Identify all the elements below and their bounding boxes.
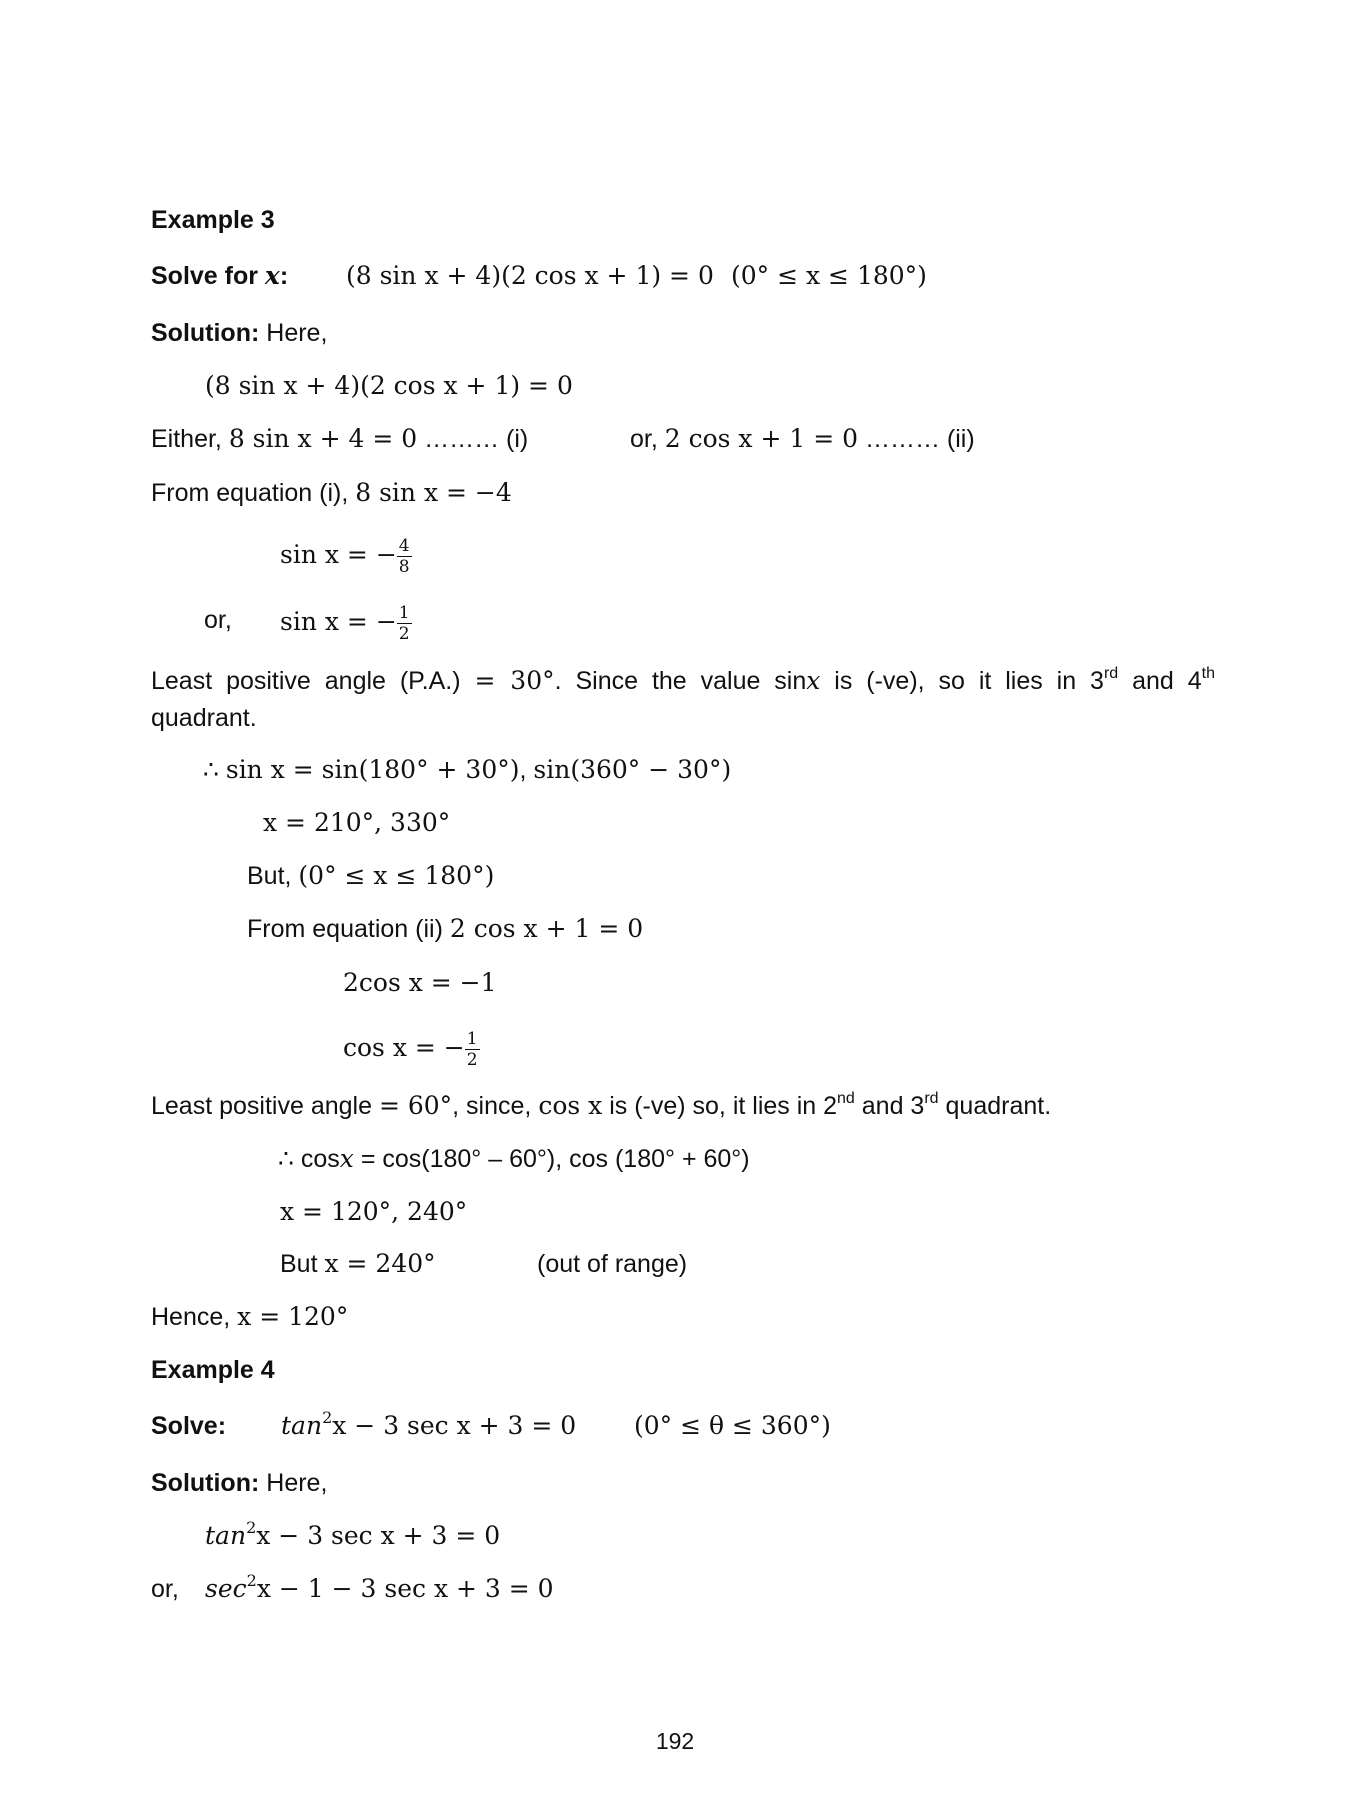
or-label-4: or, xyxy=(151,1575,179,1603)
para1-text-c: is (-ve), so it lies in 3 xyxy=(820,667,1104,695)
example-3-problem xyxy=(151,259,927,293)
solution-text-4: Here, xyxy=(259,1469,328,1497)
or-label-2: or, xyxy=(204,606,232,634)
or-tag: ……… (ii) xyxy=(858,425,975,453)
power-2: 2 xyxy=(246,1518,257,1537)
para2-cos: cos x xyxy=(538,1091,603,1120)
but-equation: x = 240° xyxy=(324,1249,436,1278)
tan-function: tan xyxy=(281,1411,323,1440)
problem-equation: (8 sin x + 4)(2 cos x + 1) = 0 xyxy=(346,261,714,290)
fraction-denominator: 2 xyxy=(466,1050,478,1070)
problem-4-equation-rest: x − 3 sec x + 3 = 0 xyxy=(332,1411,577,1440)
solution-label-4: Solution: xyxy=(151,1469,260,1497)
paragraph-least-angle-1 xyxy=(151,662,1215,700)
para2-text-e: quadrant. xyxy=(938,1092,1052,1120)
therefore-cos-line xyxy=(278,1142,750,1176)
power-2: 2 xyxy=(322,1408,333,1427)
hence-equation: x = 120° xyxy=(237,1302,349,1331)
from-equation-i xyxy=(151,476,512,510)
either-line xyxy=(151,422,528,456)
x-values-sin: x = 210°, 330° xyxy=(263,808,451,837)
example-4-step1-rest: x − 3 sec x + 3 = 0 xyxy=(256,1521,501,1550)
para1-equation: = 30° xyxy=(474,666,555,695)
solution-text: Here, xyxy=(259,319,328,347)
fraction-4-8 xyxy=(397,536,412,577)
therefore-separator: , xyxy=(519,756,534,784)
example-4-heading xyxy=(151,1353,275,1387)
but-label: But, xyxy=(247,862,299,890)
solve-colon: : xyxy=(279,262,289,290)
or-equation: 2 cos x + 1 = 0 xyxy=(664,424,859,453)
but-range: (0° ≤ x ≤ 180°) xyxy=(298,861,495,890)
fraction-denominator: 2 xyxy=(398,624,410,644)
either-label: Either, xyxy=(151,425,229,453)
example-4-solution-intro xyxy=(151,1466,327,1500)
fraction-numerator: 1 xyxy=(466,1029,478,1049)
para2-text-d: and 3 xyxy=(854,1092,925,1120)
para2-superscript-rd: rd xyxy=(924,1090,939,1107)
sin-equation-a-text: sin x = − xyxy=(280,540,397,570)
solve-label: Solve for xyxy=(151,262,265,290)
sin-equation-a xyxy=(280,536,412,577)
but-range-line xyxy=(247,859,494,893)
fraction-numerator: 4 xyxy=(398,536,410,556)
fraction-1-2 xyxy=(397,603,412,644)
cos-equation-b xyxy=(343,1029,480,1070)
example-4-title: Example 4 xyxy=(151,1356,275,1384)
page-number: 192 xyxy=(655,1728,695,1754)
out-of-range-note: (out of range) xyxy=(537,1250,688,1278)
power-2: 2 xyxy=(246,1571,257,1590)
therefore-sin-equation-2: sin(360° − 30°) xyxy=(533,755,732,784)
problem-4-equation xyxy=(281,1409,576,1443)
fraction-denominator: 8 xyxy=(398,557,410,577)
but-out-of-range-line xyxy=(280,1247,436,1281)
fraction-1-2-cos xyxy=(465,1029,480,1070)
para1-superscript-rd: rd xyxy=(1103,665,1119,682)
para1-superscript-th: th xyxy=(1201,665,1215,682)
para2-text-b: , since, xyxy=(452,1092,539,1120)
example-4-step1 xyxy=(205,1519,500,1553)
para2-text-a: Least positive angle xyxy=(151,1092,379,1120)
example-4-step2-rest: x − 1 − 3 sec x + 3 = 0 xyxy=(256,1574,554,1603)
para1-text-a: Least positive angle (P.A.) xyxy=(151,667,475,695)
from-ii-label: From equation (ii) xyxy=(247,915,450,943)
from-i-equation: 8 sin x = −4 xyxy=(355,478,512,507)
paragraph-least-angle-2 xyxy=(151,1089,1051,1123)
solve-variable: x xyxy=(264,261,280,290)
para1-variable: x xyxy=(806,666,821,695)
therefore-sin-line xyxy=(203,753,731,787)
para2-equation: = 60° xyxy=(378,1091,453,1120)
problem-range: (0° ≤ x ≤ 180°) xyxy=(731,261,927,290)
from-ii-equation: 2 cos x + 1 = 0 xyxy=(449,914,644,943)
example-4-problem xyxy=(151,1408,831,1443)
therefore-symbol: ∴ xyxy=(203,756,226,784)
sin-equation-b-text: sin x = − xyxy=(280,607,397,637)
sec-function: sec xyxy=(205,1574,247,1603)
from-i-label: From equation (i), xyxy=(151,479,356,507)
therefore-sin-equation: sin x = sin(180° + 30°) xyxy=(225,755,520,784)
sin-equation-b xyxy=(280,603,412,644)
x-values-cos: x = 120°, 240° xyxy=(280,1197,468,1226)
cos-equation-a: 2cos x = −1 xyxy=(343,968,497,997)
para1-text-d: and 4 xyxy=(1118,667,1202,695)
either-tag: ……… (i) xyxy=(417,425,529,453)
but-label-2: But xyxy=(280,1250,325,1278)
example-3-title: Example 3 xyxy=(151,206,275,234)
example-4-step2-equation xyxy=(205,1572,554,1606)
step-equation: (8 sin x + 4)(2 cos x + 1) = 0 xyxy=(205,371,573,400)
cos-equation-b-text: cos x = − xyxy=(343,1033,465,1063)
problem-4-range: (0° ≤ θ ≤ 360°) xyxy=(634,1411,831,1440)
para2-superscript-nd: nd xyxy=(837,1090,855,1107)
example-3-solution-intro xyxy=(151,316,327,350)
tan-function: tan xyxy=(205,1521,247,1550)
hence-label: Hence, xyxy=(151,1303,238,1331)
fraction-numerator: 1 xyxy=(398,603,410,623)
therefore-cos-variable: x xyxy=(339,1144,354,1173)
therefore-symbol-2: ∴ xyxy=(278,1145,301,1173)
therefore-cos-text-b: = cos(180° – 60°), cos (180° + 60°) xyxy=(353,1145,750,1173)
either-equation: 8 sin x + 4 = 0 xyxy=(228,424,418,453)
from-equation-ii xyxy=(247,912,643,946)
therefore-cos-text-a: cos xyxy=(300,1145,340,1173)
paragraph-least-angle-1-cont: quadrant. xyxy=(151,704,257,732)
solve-label-4: Solve: xyxy=(151,1412,227,1440)
example-3-heading xyxy=(151,203,275,237)
para1-text-b: . Since the value sin xyxy=(554,667,807,695)
hence-line xyxy=(151,1300,348,1334)
solution-label: Solution: xyxy=(151,319,260,347)
or-line xyxy=(630,422,975,456)
or-label: or, xyxy=(630,425,665,453)
para2-text-c: is (-ve) so, it lies in 2 xyxy=(602,1092,838,1120)
example-4-step2 xyxy=(151,1571,554,1606)
